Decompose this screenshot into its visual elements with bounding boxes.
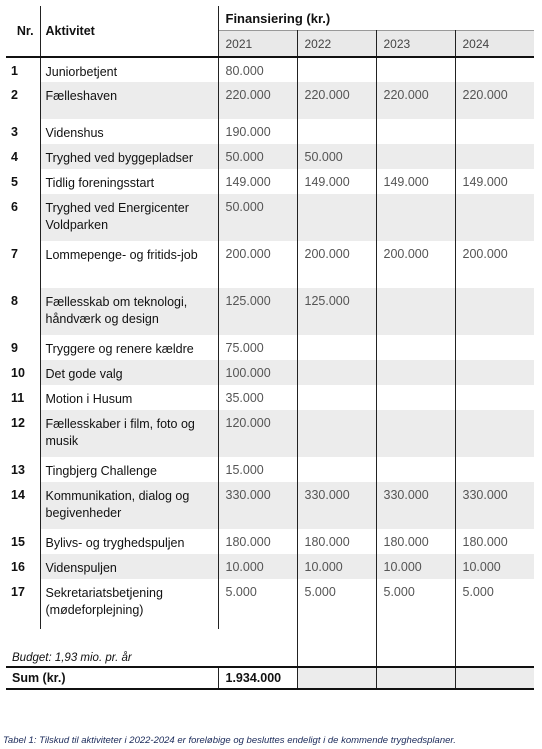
amount-2022	[297, 335, 376, 360]
amount-2022	[297, 457, 376, 482]
table-row	[6, 579, 534, 629]
amount-2022: 149.000	[297, 169, 376, 194]
amount-2024: 149.000	[462, 175, 508, 189]
table-row	[6, 194, 534, 241]
table-caption: Tabel 1: Tilskud til aktiviteter i 2022-2024 er foreløbige og besluttes endeligt i de kommende tryghedsplaner.	[3, 735, 456, 746]
activity-name: Fællesskab om teknologi, håndværk og design	[40, 288, 218, 335]
row-number: 14	[6, 482, 40, 529]
amount-2024: 330.000	[455, 482, 534, 529]
header-year-2021: 2021	[218, 31, 297, 58]
row-number: 3	[6, 119, 40, 144]
amount-2024	[455, 288, 534, 335]
table-row	[6, 57, 534, 82]
table-row	[6, 360, 534, 385]
amount-2024	[455, 144, 534, 169]
amount-2022: 200.000	[297, 241, 376, 288]
sum-empty-cell	[455, 667, 534, 689]
amount-2021: 50.000	[218, 194, 297, 241]
amount-2023	[376, 144, 455, 169]
activity-name: Tingbjerg Challenge	[40, 457, 218, 482]
table-row	[6, 335, 534, 360]
amount-2023	[376, 119, 455, 144]
amount-2022: 125.000	[297, 288, 376, 335]
amount-2022: 180.000	[297, 529, 376, 554]
table-row	[6, 169, 534, 194]
budget-empty-cell	[297, 629, 376, 667]
activity-name: Videnshus	[40, 119, 218, 144]
activity-name: Kommunikation, dialog og begivenheder	[40, 482, 218, 529]
amount-2021: 80.000	[218, 57, 297, 82]
row-number: 12	[6, 410, 40, 457]
amount-2023: 220.000	[376, 82, 455, 119]
amount-2021: 120.000	[218, 410, 297, 457]
table-row	[6, 554, 534, 579]
amount-2021: 35.000	[218, 385, 297, 410]
budget-empty-cell	[376, 629, 455, 667]
sum-empty-cell	[297, 667, 376, 689]
row-number: 9	[6, 335, 40, 360]
amount-2024	[455, 335, 534, 360]
row-number: 4	[6, 144, 40, 169]
amount-2022	[297, 57, 376, 82]
activity-name: Lommepenge- og fritids-job	[40, 241, 218, 288]
row-number: 10	[6, 360, 40, 385]
amount-2024	[455, 119, 534, 144]
activity-name: Fællesskaber i film, foto og musik	[40, 410, 218, 457]
sum-label: Sum (kr.)	[6, 667, 218, 689]
amount-2021: 50.000	[218, 144, 297, 169]
amount-2021: 5.000	[218, 579, 297, 629]
activity-name: Bylivs- og tryghedspuljen	[40, 529, 218, 554]
budget-empty-cell	[218, 629, 297, 667]
row-number: 7	[6, 241, 40, 288]
amount-2021: 75.000	[218, 335, 297, 360]
header-year-2024: 2024	[455, 31, 534, 58]
amount-2021: 330.000	[218, 482, 297, 529]
amount-2023: 5.000	[376, 579, 455, 629]
sum-value: 1.934.000	[218, 667, 297, 689]
amount-2022	[297, 119, 376, 144]
activity-name: Tryggere og renere kældre	[40, 335, 218, 360]
table-row	[6, 457, 534, 482]
activity-name: Tidlig foreningsstart	[40, 169, 218, 194]
budget-note: Budget: 1,93 mio. pr. år	[12, 652, 132, 664]
amount-2021: 220.000	[218, 82, 297, 119]
amount-2023	[376, 385, 455, 410]
header-financing: Finansiering (kr.)	[225, 10, 331, 26]
table-row	[6, 410, 534, 457]
amount-2023: 10.000	[376, 554, 455, 579]
amount-2024: 10.000	[455, 554, 534, 579]
row-number: 8	[6, 288, 40, 335]
table-row	[6, 385, 534, 410]
amount-2024	[455, 457, 534, 482]
table-row	[6, 288, 534, 335]
row-number: 13	[6, 457, 40, 482]
financing-table	[6, 6, 534, 690]
header-activity: Aktivitet	[40, 6, 218, 57]
activity-name: Tryghed ved Energicenter Voldparken	[40, 194, 218, 241]
amount-2021: 149.000	[218, 169, 297, 194]
amount-2024	[455, 194, 534, 241]
amount-2023	[376, 194, 455, 241]
amount-2024: 200.000	[462, 247, 508, 261]
amount-2022	[297, 194, 376, 241]
amount-2021: 125.000	[218, 288, 297, 335]
row-number: 15	[6, 529, 40, 554]
table-row	[6, 241, 534, 288]
header-year-2022: 2022	[297, 31, 376, 58]
amount-2021: 200.000	[218, 241, 297, 288]
amount-2021: 180.000	[218, 529, 297, 554]
amount-2022: 10.000	[297, 554, 376, 579]
amount-2022	[297, 385, 376, 410]
amount-2024	[455, 385, 534, 410]
activity-name: Det gode valg	[40, 360, 218, 385]
row-number: 5	[6, 169, 40, 194]
amount-2021: 10.000	[218, 554, 297, 579]
row-number: 1	[6, 57, 40, 82]
table-row	[6, 82, 534, 119]
amount-2024	[455, 410, 534, 457]
activity-name: Motion i Husum	[40, 385, 218, 410]
header-nr: Nr.	[6, 6, 40, 57]
amount-2024: 220.000	[455, 82, 534, 119]
amount-2022: 220.000	[297, 82, 376, 119]
amount-2024: 180.000	[462, 535, 508, 549]
amount-2024: 5.000	[462, 585, 494, 599]
amount-2021: 190.000	[218, 119, 297, 144]
table-row	[6, 119, 534, 144]
sum-empty-cell	[376, 667, 455, 689]
budget-empty-cell	[455, 629, 534, 667]
amount-2023	[376, 335, 455, 360]
amount-2023	[376, 57, 455, 82]
row-number: 6	[6, 194, 40, 241]
amount-2021: 15.000	[218, 457, 297, 482]
amount-2023	[376, 457, 455, 482]
amount-2021: 100.000	[218, 360, 297, 385]
table-row	[6, 529, 534, 554]
amount-2024	[455, 57, 534, 82]
amount-2022	[297, 410, 376, 457]
amount-2023: 330.000	[376, 482, 455, 529]
row-number: 11	[6, 385, 40, 410]
activity-name: Tryghed ved byggepladser	[40, 144, 218, 169]
row-number: 2	[6, 82, 40, 119]
amount-2022	[297, 360, 376, 385]
activity-name: Fælleshaven	[40, 82, 218, 119]
row-number: 16	[6, 554, 40, 579]
amount-2022: 5.000	[297, 579, 376, 629]
amount-2024	[455, 360, 534, 385]
amount-2023	[376, 410, 455, 457]
amount-2023: 149.000	[376, 169, 455, 194]
table-row	[6, 144, 534, 169]
header-year-2023: 2023	[376, 31, 455, 58]
activity-name: Juniorbetjent	[40, 57, 218, 82]
amount-2022: 50.000	[297, 144, 376, 169]
amount-2023	[376, 360, 455, 385]
amount-2023: 180.000	[376, 529, 455, 554]
activity-name: Sekretariatsbetjening (mødeforplejning)	[40, 579, 218, 629]
table-row	[6, 482, 534, 529]
amount-2023	[376, 288, 455, 335]
row-number: 17	[6, 579, 40, 629]
amount-2022: 330.000	[297, 482, 376, 529]
amount-2023: 200.000	[376, 241, 455, 288]
activity-name: Videnspuljen	[40, 554, 218, 579]
